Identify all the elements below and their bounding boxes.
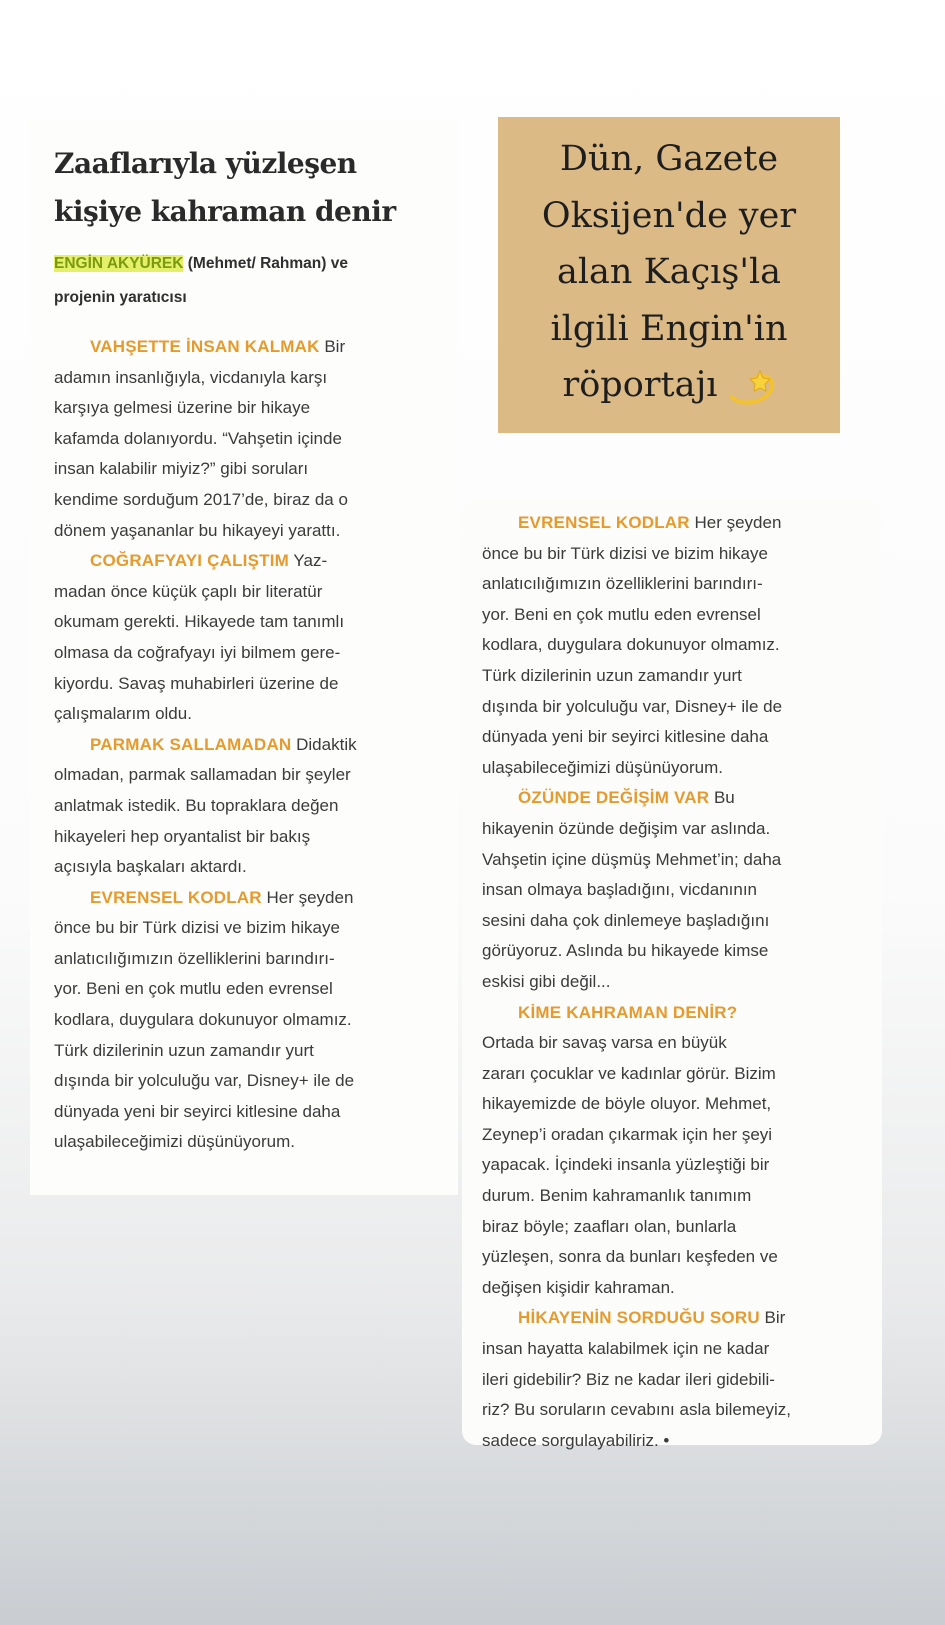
body-line: hikayeleri hep oryantalist bir bakış [54,826,311,846]
caption-line: alan Kaçış'la [556,252,782,292]
byline-name: ENGİN AKYÜREK [54,255,184,272]
article-body-left [54,332,357,1158]
body-line: zararı çocuklar ve kadınlar görür. Bizim [482,1063,776,1083]
body-line: insan kalabilir miyiz?” gibi soruları [54,459,309,479]
body-line: durum. Benim kahramanlık tanımım [482,1186,752,1206]
body-text: Her şeyden [261,887,354,907]
body-line: ulaşabileceğimizi düşünüyorum. [482,757,723,777]
body-line: insan olmaya başladığını, vicdanının [482,880,758,900]
body-line: ileri gidebilir? Biz ne kadar ileri gidebili- [482,1369,775,1389]
caption-line: röportajı [562,365,718,405]
body-line: anlatıcılığımızın özelliklerini barındırı- [482,574,763,594]
body-text: Bu [709,788,735,808]
paragraph-first-line [482,508,791,539]
paragraph-first-line [482,783,791,814]
caption-line-last [498,357,840,414]
body-line: adamın insanlığıyla, vicdanıyla karşı [54,367,328,387]
body-text: Didaktik [291,734,357,754]
body-line: kiyordu. Savaş muhabirleri üzerine de [54,673,339,693]
body-line: dışında bir yolculuğu var, Disney+ ile de [54,1071,355,1091]
body-text: Her şeyden [689,513,782,532]
body-line: kafamda dolanıyordu. “Vahşetin içinde [54,428,342,448]
body-line: kodlara, duygulara dokunuyor olmamız. [482,635,780,655]
section-heading: ÖZÜNDE DEĞİŞİM VAR [518,788,710,808]
title-line: kişiye kahraman denir [54,195,396,228]
paragraph-first-line [54,546,357,577]
article-body-right [482,508,791,1456]
section-heading: COĞRAFYAYI ÇALIŞTIM [90,551,290,571]
body-line: ulaşabileceğimizi düşünüyorum. [54,1132,295,1152]
body-line: anlatmak istedik. Bu topraklara değen [54,795,339,815]
section-heading: HİKAYENİN SORDUĞU SORU [518,1308,760,1328]
paragraph-first-line [54,730,357,761]
section-heading: EVRENSEL KODLAR [90,887,262,907]
body-line: olmadan, parmak sallamadan bir şeyler [54,765,351,785]
paragraph-first-line [482,998,791,1029]
body-line: insan hayatta kalabilmek için ne kadar [482,1339,770,1359]
body-line: önce bu bir Türk dizisi ve bizim hikaye [482,543,768,563]
body-line: kodlara, duygulara dokunuyor olmamız. [54,1010,352,1030]
body-line: Zeynep’i oradan çıkarmak için her şeyi [482,1124,773,1144]
dizzy-star-icon [726,367,776,407]
body-line: sesini daha çok dinlemeye başladığını [482,910,770,930]
body-line: kendime sorduğum 2017’de, biraz da o [54,489,348,509]
paragraph-first-line [54,883,357,914]
body-line: olmasa da coğrafyayı iyi bilmem gere- [54,642,341,662]
body-line: biraz böyle; zaafları olan, bunlarla [482,1216,737,1236]
body-line: hikayenin özünde değişim var aslında. [482,818,771,838]
section-heading: PARMAK SALLAMADAN [90,734,292,754]
body-line: okumam gerekti. Hikayede tam tanımlı [54,612,345,632]
body-line: Ortada bir savaş varsa en büyük [482,1033,727,1053]
body-line: çalışmalarım oldu. [54,704,192,724]
paragraph-first-line [482,1303,791,1334]
body-line: riz? Bu soruların cevabını asla bilemeyiz, [482,1400,791,1420]
body-line: hikayemizde de böyle oluyor. Mehmet, [482,1094,772,1114]
body-line: yüzleşen, sonra da bunları keşfeden ve [482,1247,778,1267]
body-line: dünyada yeni bir seyirci kitlesine daha [482,727,769,747]
caption-line: Dün, Gazete [559,139,779,179]
byline-role-line2: projenin yaratıcısı [54,289,187,306]
body-line: madan önce küçük çaplı bir literatür [54,581,323,601]
body-line: Türk dizilerinin uzun zamandır yurt [482,665,742,685]
article-right-column [462,500,882,1450]
section-heading: VAHŞETTE İNSAN KALMAK [90,337,320,356]
paragraph-first-line [54,332,357,363]
title-line: Zaaflarıyla yüzleşen [54,147,357,180]
body-line: yor. Beni en çok mutlu eden evrensel [482,604,761,624]
body-line: açısıyla başkaları aktardı. [54,857,247,877]
body-text: Yaz- [289,551,328,571]
body-line: görüyoruz. Aslında bu hikayede kimse [482,941,769,961]
body-line: Türk dizilerinin uzun zamandır yurt [54,1040,314,1060]
section-heading: KİME KAHRAMAN DENİR? [518,1002,738,1022]
body-line: karşıya gelmesi üzerine bir hikaye [54,398,311,418]
article-left-column [30,120,458,1195]
body-line: değişen kişidir kahraman. [482,1277,675,1297]
caption-line: ilgili Engin'in [550,308,788,349]
article-title [54,140,396,236]
body-line: anlatıcılığımızın özelliklerini barındırı- [54,948,335,968]
section-heading: EVRENSEL KODLAR [518,513,690,532]
body-line: önce bu bir Türk dizisi ve bizim hikaye [54,918,340,938]
body-text: Bir [759,1308,786,1328]
body-line: sadece sorgulayabiliriz. • [482,1430,670,1450]
body-line: dışında bir yolculuğu var, Disney+ ile de [482,696,783,716]
byline [54,247,454,315]
byline-role: (Mehmet/ Rahman) ve [183,255,348,272]
caption-line: Oksijen'de yer [541,195,797,236]
body-text: Bir [319,337,346,356]
body-line: yor. Beni en çok mutlu eden evrensel [54,979,333,999]
body-line: yapacak. İçindeki insanla yüzleştiği bir [482,1155,770,1175]
body-line: dünyada yeni bir seyirci kitlesine daha [54,1101,341,1121]
body-line: Vahşetin içine düşmüş Mehmet’in; daha [482,849,782,869]
body-line: dönem yaşananlar bu hikayeyi yarattı. [54,520,341,540]
story-caption-box [498,117,840,433]
body-line: eskisi gibi değil... [482,971,611,991]
